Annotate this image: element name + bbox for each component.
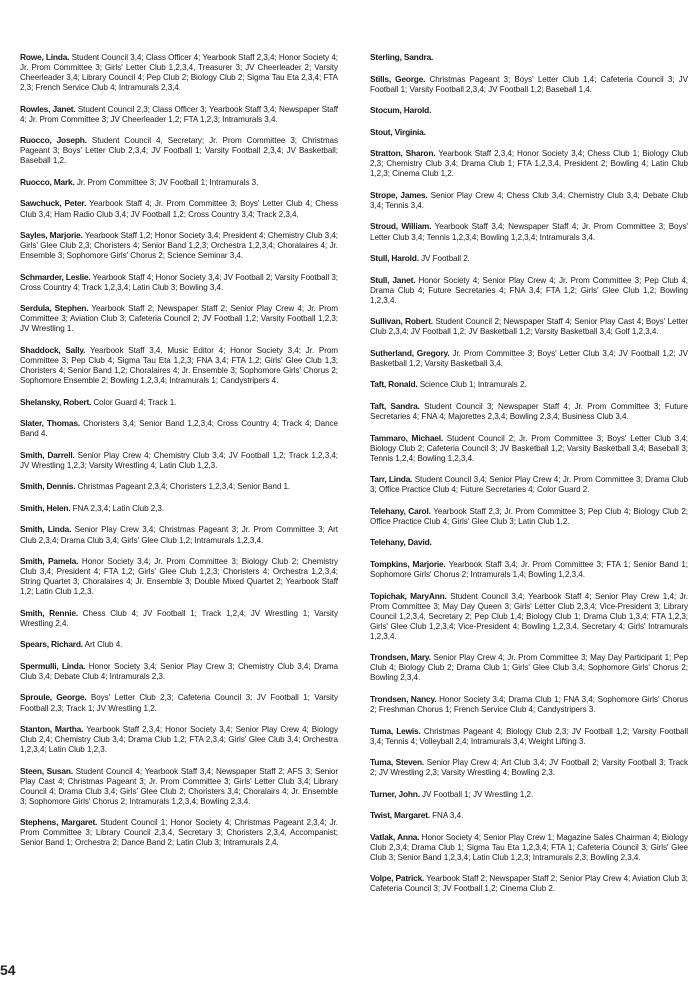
student-name: Volpe, Patrick. [370,873,425,884]
student-name: Smith, Pamela. [20,556,79,567]
student-entry [20,230,338,261]
student-name: Stull, Janet. [370,274,416,285]
student-name: Stratton, Sharon. [370,148,436,159]
student-name: Vatlak, Anna. [370,831,420,842]
student-activities: JV Football 1; JV Wrestling 1,2. [422,789,534,799]
student-activities: Honor Society 3,4; Senior Play Crew 3; Chemistry Club 3,4; Drama Club 3,4; Debate Club 4; Intramurals 2,3. [20,661,339,681]
student-activities: Student Council 3; Newspaper Staff 4; Jr. Prom Committee 3; Future Secretaries 4; FNA 4; Majorettes 2,3,4; Bowling 2,3,4; Business Club 3,4. [370,401,688,422]
student-entry [370,726,688,747]
student-name: Spears, Richard. [20,639,83,650]
student-entry [370,253,688,264]
student-entry [20,418,338,439]
student-entry [370,221,688,242]
student-entry [370,316,688,337]
student-activities: Jr. Prom Committee 3; Boys' Letter Club 3,4; JV Football 1,2; JV Basketball 1,2; Varsity Basketball 3,4. [370,348,688,368]
student-name: Stocum, Harold. [370,105,432,116]
student-entry [370,348,688,369]
student-activities: Honor Society 3,4; Drama Club 1; FNA 3,4; Sophomore Girls' Chorus 2; Freshman Chorus 1; French Service Club 4; Candystripers 3. [370,694,688,714]
student-name: Strope, James. [370,189,428,200]
student-entry [370,105,688,116]
student-name: Tuma, Lewis. [370,725,421,736]
student-entry [20,177,338,188]
student-entry [20,817,338,848]
student-entry [20,397,338,408]
student-name: Stroud, William. [370,221,432,232]
student-entry [370,559,688,580]
student-name: Tompkins, Marjorie. [370,558,446,569]
student-entry [370,537,688,548]
student-activities: Yearbook Staff 2; Newspaper Staff 2; Senior Play Crew 4; Aviation Club 3; Cafeteria Council 3; JV Football 1,2; Cinema Club 2. [370,874,688,894]
student-name: Sutherland, Gregory. [370,347,450,358]
student-name: Rowe, Linda. [20,52,70,62]
student-activities: Yearbook Staff 1,2; Honor Society 3,4; President 4; Chemistry Club 3,4; Girls' Glee Club 2,3; Choristers 4; Senior Band 1,2,3; Orchestra 1,2,3,4; Choralaires 4; Jr. Ensemble 3; Sophomore Girls' Chorus 2; Science Seminar 3,4. [20,231,338,261]
student-activities: Science Club 1; Intramurals 2. [419,380,527,390]
student-entry [370,694,688,715]
student-name: Serdula, Stephen. [20,303,89,314]
student-name: Twist, Margaret. [370,810,430,821]
student-name: Stanton, Martha. [20,724,84,735]
student-entry [370,190,688,211]
student-activities: Yearbook Staff 2; Newspaper Staff 2; Senior Play Crew 4; Jr. Prom Committee 3; Aviation Club 3; Cafeteria Council 2; JV Football 1,2; Varsity Football 1,2,3; JV Wrestling 1. [20,304,338,334]
student-name: Spermulli, Linda. [20,660,86,671]
student-entry [20,556,338,597]
student-activities: JV Football 2. [421,254,470,264]
student-entry [20,766,338,807]
student-name: Stull, Harold. [370,253,419,264]
student-name: Smith, Linda. [20,524,72,535]
student-activities: Senior Play Crew 4; Chess Club 3,4; Chemistry Club 3,4; Debate Club 3,4; Tennis 3,4. [370,190,688,210]
student-entry [20,104,338,125]
student-activities: Senior Play Crew 4; Art Club 3,4; JV Football 2; Varsity Football 3; Track 2; JV Wrestling 2,3; Varsity Wrestling 4; Bowling 2,3. [370,758,689,778]
student-name: Sayles, Marjorie. [20,230,83,241]
student-entry [20,608,338,629]
student-activities: Yearbook Staff 2,3,4; Honor Society 3,4; Chess Club 1; Biology Club 2,3; Chemistry Club 3,4; Drama Club 1; FTA 1,2,3,4, President 2; Bowling 4; Latin Club 1,2,3; Cinema Club 1,2. [370,149,688,179]
student-activities: Boys' Letter Club 2,3; Cafeteria Council 3; JV Football 1; Varsity Football 2,3; Track 1; JV Wrestling 1,2. [20,693,338,713]
student-entry [370,789,688,800]
student-activities: Yearbook Staff 3,4; Jr. Prom Committee 3; FTA 1; Senior Band 1; Sophomore Girls' Chorus 2; Intramurals 1,4; Bowling 1,2,3,4. [370,559,688,579]
student-activities: Yearbook Staff 4; Honor Society 3,4; JV Football 2; Varsity Football 3; Cross Country 4; Track 1,2,3,4; Latin Club 3; Bowling 3,4. [20,272,338,292]
student-entry [370,506,688,527]
student-activities: Honor Society 4; Senior Play Crew 1; Magazine Sales Chairman 4; Biology Club 2,3,4; Drama Club 1; Sigma Tau Eta 1,2,3,4; FTA 1; Cafeteria Council 3; Girls' Glee Club 3; Senior Band 1,2,3,4; Latin Club 1,2,3; Intramurals 2,3; Bowling 2,3,4. [370,832,688,862]
student-name: Smith, Dennis. [20,481,76,492]
student-name: Telehany, Carol. [370,505,431,516]
student-name: Trondsen, Mary. [370,652,431,663]
student-activities: Student Council 4; Yearbook Staff 3,4; Newspaper Staff 2; AFS 3; Senior Play Cast 4; Christmas Pageant 3; Jr. Prom Committee 3; Girls' Letter Club 3,4; Library Council 4; Drama Club 3,4; Girls' Glee Club 2; Choristers 3,4; Choralairs 4; Jr. Ensemble 3; Sophomore Girls' Chorus 2; Intramurals 1,2,3,4; Bowling 2,3,4. [20,766,339,806]
student-activities: Christmas Pageant 2,3,4; Choristers 1,2,3,4; Senior Band 1. [77,482,291,492]
student-entry [370,810,688,821]
student-activities: Art Club 4. [84,640,123,650]
student-name: Smith, Darrell. [20,449,75,460]
student-entry [20,692,338,713]
student-activities: Yearbook Staff 3,4; Newspaper Staff 4; Jr. Prom Committee 3; Boys' Letter Club 3,4; Tennis 1,2,3,4; Bowling 1,2,3,4; Intramurals 3,4. [370,222,688,242]
student-name: Telehany, David. [370,537,432,548]
student-activities: Student Council 2,3; Class Officer 3; Yearbook Staff 3,4; Newspaper Staff 4; Jr. Prom Committee 3; JV Cheerleader 1,2; FTA 1,2,3; Intramurals 3,4. [20,104,338,124]
student-activities: Yearbook Staff 2,3; Jr. Prom Committee 3; Pep Club 4; Biology Club 2; Office Practice Club 4; Girls' Glee Club 3; Latin Club 1,2. [370,506,688,526]
student-name: Slater, Thomas. [20,418,80,429]
student-activities: Chess Club 4; JV Football 1; Track 1,2,4; JV Wrestling 1; Varsity Wrestling 2,4. [20,608,338,628]
student-activities: FNA 2,3,4; Latin Club 2,3. [72,503,165,513]
student-name: Sterling, Sandra. [370,52,434,62]
student-activities: Senior Play Crew 3,4; Christmas Pageant 3; Jr. Prom Committee 3; Art Club 2,3,4; Drama Club 3,4; Girls' Glee Club 1,2; Intramurals 1,2,3,4. [20,525,339,545]
student-name: Smith, Helen. [20,502,71,513]
student-entry [370,873,688,894]
student-entry [370,832,688,863]
student-name: Shaddock, Sally. [20,344,86,355]
student-entry [370,127,688,138]
student-entry [370,757,688,778]
right-column [370,52,688,905]
student-name: Steen, Susan. [20,765,73,776]
student-activities: Student Council 3,4; Senior Play Crew 4; Jr. Prom Committee 3; Drama Club 3; Office Practice Club 4; Future Secretaries 4; Color Guard 2. [370,475,689,495]
student-entry [370,52,688,63]
student-activities: Christmas Pageant 4; Biology Club 2,3; JV Football 1,2; Varsity Football 3,4; Tennis 4; Volleyball 2,4; Intramurals 3,4; Weight Lifting 3. [370,726,688,746]
student-entry [20,481,338,492]
student-entry [20,524,338,545]
student-name: Trondsen, Nancy. [370,693,437,704]
student-activities: Student Council 2; Jr. Prom Committee 3; Boys' Letter Club 3,4; Biology Club 2; Cafeteria Council 3; JV Basketball 1,2; Varsity Basketball 3,4; Baseball 3; Tennis 1,2,4; Bowling 1,2,3,4. [370,433,688,463]
student-entry [370,433,688,464]
left-column [20,52,338,859]
student-entry [370,401,688,422]
student-name: Stout, Virginia. [370,126,426,137]
student-entry [370,74,688,95]
student-name: Ruocco, Mark. [20,176,75,187]
student-name: Sawchuck, Peter. [20,198,87,209]
student-activities: Student Council 2; Newspaper Staff 4; Senior Play Cast 4; Boys' Letter Club 2,3,4; JV Football 1,2; JV Basketball 1,2; Varsity Basketball 3,4; Golf 1,2,3,4. [370,317,688,337]
student-entry [20,272,338,293]
student-activities: Christmas Pageant 3; Boys' Letter Club 1,4; Cafeteria Council 3; JV Football 1; Varsity Football 2,3,4; JV Football 1,2; Baseball 1,4. [370,74,688,94]
student-name: Tammaro, Michael. [370,432,443,443]
student-activities: Student Council 1; Honor Society 4; Christmas Pageant 2,3,4; Jr. Prom Committee 3; Library Council 2,3,4, Secretary 3; Choristers 2,3,4, Accompanist; Senior Band 1; Orchestra 2; Dance Band 2; Latin Club 3; Intramurals 2,4. [20,818,338,848]
student-name: Stills, George. [370,73,426,84]
student-entry [370,379,688,390]
page-number: 54 [0,962,16,978]
student-name: Tuma, Steven. [370,757,425,768]
student-name: Rowles, Janet. [20,103,76,114]
student-activities: Senior Play Crew 4; Jr. Prom Committee 3; May Day Participant 1; Pep Club 4; Biology Club 2; Drama Club 1; Girls' Glee Club 3,4; Sophomore Girls' Chorus 2; Bowling 2,3,4. [370,653,688,683]
student-entry [20,639,338,650]
student-name: Stephens, Margaret. [20,817,98,828]
student-activities: Student Council 3,4; Class Officer 4; Yearbook Staff 2,3,4; Honor Society 4; Jr. Prom Committee 3; Girls' Letter Club 1,2,3,4, Treasurer 3; JV Cheerleader 2; Varsity Cheerleader 3,4; Library Council 4; Pep Club 2; Biology Club 2; Sigma Tau Eta 2,3,4; FTA 2,3; French Service Club 4; Intramurals 2,3,4. [20,53,339,93]
student-entry [20,724,338,755]
student-activities: FNA 3,4. [432,811,464,821]
student-name: Taft, Ronald. [370,379,418,390]
student-activities: Honor Society 3,4; Jr. Prom Committee 3; Biology Club 2; Chemistry Club 3,4; President 4; FTA 1,2; Girls' Glee Club 1,2,3; Choristers 4; Orchestra 1,2,3,4; String Quartet 3; Choralaires 4; Jr. Ensemble 3; Double Mixed Quartet 2; Yearbook Staff 1,2; Latin Club 1,2,3. [20,557,338,597]
student-name: Smith, Rennie. [20,607,78,618]
student-activities: Student Council 3,4; Yearbook Staff 4; Senior Play Crew 1,4; Jr. Prom Committee 3; May Day Queen 3; Girls' Letter Club 2,3,4; Vice-President 3; Library Council 1,2,3,4, Secretary 2; Pep Club 1,4; Biology Club 1; Drama Club 1,3,4; FTA 1,2,3; Girls' Glee Club 1,2,3,4; Vice-President 4; Bowling 1,2,3,4, Secretary 4; Girls' Intramurals 1,2,3,4. [370,591,689,641]
student-entry [20,52,338,93]
student-activities: Senior Play Crew 4; Chemistry Club 3,4; JV Football 1,2; Track 1,2,3,4; JV Wrestling 1,2,3; Varsity Wrestling 4; Latin Club 1,2,3. [20,450,338,470]
student-name: Taft, Sandra. [370,400,420,411]
student-activities: Student Council 4, Secretary; Jr. Prom Committee 3; Christmas Pageant 3; Boys' Letter Club 2,3,4; JV Football 1; Varsity Football 2,3,4; JV Basketball; Baseball 1,2. [20,136,338,166]
student-name: Ruocco, Joseph. [20,135,87,146]
student-entry [20,135,338,166]
student-activities: Color Guard 4; Track 1. [93,397,177,407]
student-name: Schmarder, Leslie. [20,271,91,282]
student-name: Topichak, MaryAnn. [370,590,447,601]
student-activities: Honor Society 4; Senior Play Crew 4; Jr. Prom Committee 3; Pep Club 4; Drama Club 4; Future Secretaries 4; FNA 3,4; FTA 1,2; Girls' Glee Club 1,2; Bowling 1,2,3,4. [370,275,689,305]
student-entry [20,345,338,386]
student-activities: Choristers 3,4; Senior Band 1,2,3,4; Cross Country 4; Track 4; Dance Band 4. [20,419,338,439]
student-entry [370,275,688,306]
student-entry [20,198,338,219]
student-name: Tarr, Linda. [370,474,413,485]
student-entry [20,450,338,471]
student-name: Sproule, George. [20,692,87,703]
student-activities: Yearbook Staff 4; Jr. Prom Committee 3; Boys' Letter Club 4; Chess Club 3,4; Ham Radio Club 3,4; JV Football 1,2; Cross Country 3,4; Track 2,3,4. [20,199,338,219]
student-entry [370,652,688,683]
student-entry [20,503,338,514]
student-name: Sullivan, Robert. [370,316,433,327]
student-entry [370,148,688,179]
student-name: Turner, John. [370,788,420,799]
student-entry [20,661,338,682]
student-entry [370,591,688,642]
student-name: Shelansky, Robert. [20,396,92,407]
student-entry [370,474,688,495]
student-activities: Yearbook Staff 3,4, Music Editor 4; Honor Society 3,4; Jr. Prom Committee 3; Pep Club 4; Sigma Tau Eta 1,2,3; FNA 3,4; FTA 1,2; Girls' Glee Club 1,3; Choristers 4; Senior Band 1,2; Choralaires 4; Jr. Ensemble 3; Sophomore Girls' Chorus 2; Sophomore Ensemble 2; Bowling 1,2,3,4; Intramurals 1; Candystripers 4. [20,345,338,386]
student-activities: Yearbook Staff 2,3,4; Honor Society 3,4; Senior Play Crew 4; Biology Club 2,4; Chemistry Club 3,4; Drama Club 1,2; FTA 2,3,4; Girls' Glee Club 3,4; Orchestra 1,2,3,4; Latin Club 1,2,3. [20,725,339,755]
student-activities: Jr. Prom Committee 3; JV Football 1; Intramurals 3. [76,177,259,187]
student-entry [20,303,338,334]
